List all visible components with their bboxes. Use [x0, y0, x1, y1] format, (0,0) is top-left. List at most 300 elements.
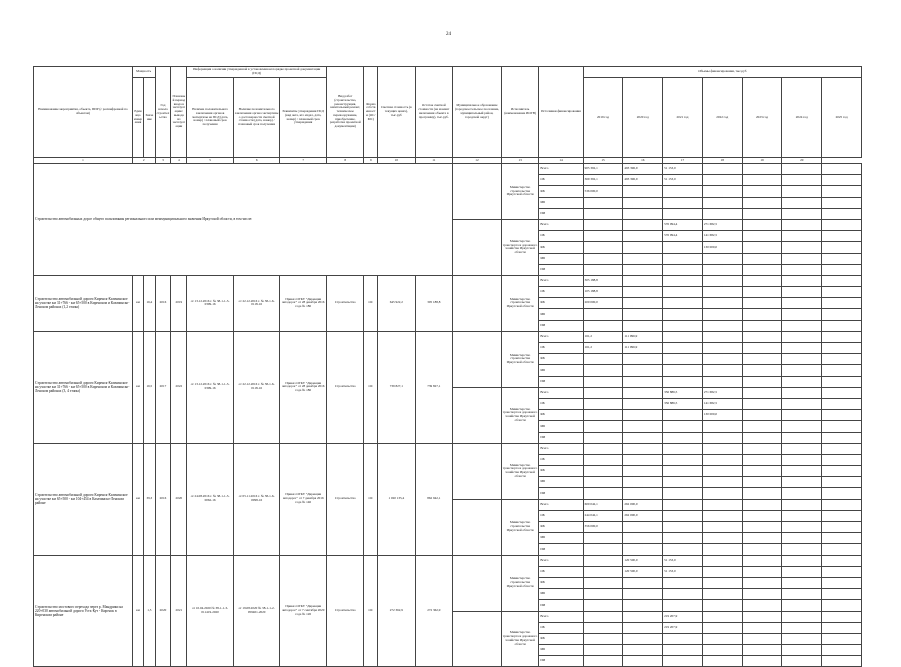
funding-amount-2020 — [623, 410, 663, 421]
estimated-cost: 645 922,2 — [378, 275, 415, 331]
col-number: 16 — [623, 158, 663, 164]
funding-amount-2021 — [663, 365, 703, 376]
funding-amount-2022 — [702, 320, 742, 331]
funding-amount-2019 — [583, 589, 623, 600]
funding-amount-2023 — [742, 645, 782, 656]
funding-amount-2025 — [822, 331, 862, 342]
funding-amount-2024 — [782, 354, 822, 365]
hdr-year-2025: 2025 год — [822, 78, 862, 158]
funding-amount-2021 — [663, 577, 703, 588]
funding-amount-2020 — [623, 421, 663, 432]
funding-amount-2020 — [623, 600, 663, 611]
funding-amount-2025 — [822, 600, 862, 611]
page-number: 24 — [446, 32, 451, 37]
funding-amount-2021 — [663, 376, 703, 387]
funding-source: ИИ — [539, 264, 583, 275]
funding-amount-2024 — [782, 533, 822, 544]
funding-amount-2023 — [742, 577, 782, 588]
funding-amount-2019 — [583, 533, 623, 544]
funding-amount-2025 — [822, 298, 862, 309]
funding-amount-2020 — [623, 253, 663, 264]
funding-amount-2019 — [583, 320, 623, 331]
hdr-year-2019: 2019 год — [583, 78, 623, 158]
funding-amount-2019 — [583, 544, 623, 555]
funding-amount-2020 — [623, 645, 663, 656]
hdr-approval-info: Информация о наличии утвержденной в установленном порядке проектной документации (ПСД) — [187, 67, 327, 78]
funding-amount-2025 — [822, 622, 862, 633]
municipality — [453, 164, 502, 220]
funding-amount-2024 — [782, 331, 822, 342]
hdr-year-2020: 2020 год — [623, 78, 663, 158]
funding-amount-2021 — [663, 343, 703, 354]
funding-amount-2019 — [583, 309, 623, 320]
funding-amount-2020 — [623, 522, 663, 533]
funding-amount-2021 — [663, 645, 703, 656]
funding-amount-2023 — [742, 208, 782, 219]
funding-amount-2022 — [702, 287, 742, 298]
start-year: 2016 — [155, 443, 171, 555]
funding-amount-2024 — [782, 522, 822, 533]
funding-amount-2024 — [782, 466, 822, 477]
funding-amount-2024 — [782, 555, 822, 566]
funding-amount-2020 — [623, 656, 663, 667]
hdr-unit: Единица измерения — [132, 78, 143, 158]
funding-amount-2023 — [742, 499, 782, 510]
funding-amount-2023 — [742, 275, 782, 286]
funding-amount-2019: 105 188,8 — [583, 287, 623, 298]
col-number: 20 — [782, 158, 822, 164]
municipality — [453, 387, 502, 443]
funding-amount-2020 — [623, 544, 663, 555]
ownership-form: ОС — [364, 331, 378, 443]
funding-amount-2020 — [623, 477, 663, 488]
funding-amount-2022: 130 000,0 — [702, 410, 742, 421]
funding-source: ИИ — [539, 432, 583, 443]
capacity-unit: км — [132, 555, 143, 667]
positive-conclusion: от 13.12.2016 г. № 38-1-1-3-0309-16 — [187, 331, 234, 443]
funding-amount-2022: 141 682,5 — [702, 231, 742, 242]
municipality — [453, 443, 502, 499]
funding-amount-2019 — [583, 421, 623, 432]
funding-source: Всего — [539, 331, 583, 342]
col-number: 3 — [155, 158, 171, 164]
funding-amount-2023 — [742, 510, 782, 521]
funding-amount-2024 — [782, 287, 822, 298]
funding-amount-2025 — [822, 454, 862, 465]
funding-amount-2023 — [742, 432, 782, 443]
funding-amount-2025 — [822, 466, 862, 477]
funding-amount-2023 — [742, 477, 782, 488]
funding-source: ОБ — [539, 454, 583, 465]
funding-amount-2024 — [782, 376, 822, 387]
hdr-value: Значение — [144, 78, 155, 158]
funding-source: Всего — [539, 219, 583, 230]
funding-amount-2023 — [742, 253, 782, 264]
funding-amount-2024 — [782, 398, 822, 409]
funding-amount-2022 — [702, 633, 742, 644]
funding-amount-2025 — [822, 365, 862, 376]
funding-amount-2020 — [623, 320, 663, 331]
funding-amount-2023 — [742, 387, 782, 398]
funding-amount-2023 — [742, 466, 782, 477]
funding-amount-2021 — [663, 477, 703, 488]
funding-amount-2021 — [663, 264, 703, 275]
funding-amount-2022 — [702, 443, 742, 454]
funding-source: МБ — [539, 197, 583, 208]
funding-amount-2025 — [822, 510, 862, 521]
funding-source: МБ — [539, 477, 583, 488]
funding-amount-2019 — [583, 410, 623, 421]
funding-amount-2019: 369 392,1 — [583, 175, 623, 186]
funding-amount-2024 — [782, 219, 822, 230]
funding-amount-2022: 271 682,5 — [702, 219, 742, 230]
positive-conclusion: от 10.04.2020 № 38-1-1-3-011419-2020 — [187, 555, 234, 667]
funding-amount-2022 — [702, 589, 742, 600]
funding-amount-2025 — [822, 577, 862, 588]
funding-amount-2025 — [822, 477, 862, 488]
funding-amount-2021 — [663, 600, 703, 611]
funding-amount-2021: 51 153,0 — [663, 555, 703, 566]
funding-amount-2024 — [782, 231, 822, 242]
funding-amount-2024 — [782, 577, 822, 588]
funding-amount-2025 — [822, 555, 862, 566]
funding-amount-2022 — [702, 622, 742, 633]
work-type: Строительство — [327, 275, 364, 331]
estimated-cost: 1 020 135,4 — [378, 443, 415, 555]
col-number: 17 — [663, 158, 703, 164]
start-year: 2016 — [155, 275, 171, 331]
funding-amount-2023 — [742, 231, 782, 242]
funding-amount-2019 — [583, 376, 623, 387]
funding-amount-2024 — [782, 309, 822, 320]
funding-source: ОБ — [539, 287, 583, 298]
funding-amount-2025 — [822, 186, 862, 197]
col-number: 11 — [415, 158, 452, 164]
funding-amount-2021 — [663, 488, 703, 499]
funding-amount-2025 — [822, 488, 862, 499]
funding-amount-2019 — [583, 197, 623, 208]
positive-conclusion: от 24.08.2016 г. № 38-1-1-3-0062-16 — [187, 443, 234, 555]
funding-amount-2024 — [782, 298, 822, 309]
funding-amount-2023 — [742, 398, 782, 409]
funding-amount-2022 — [702, 499, 742, 510]
municipality — [453, 611, 502, 667]
funding-amount-2022 — [702, 421, 742, 432]
estimate-conclusion: от 22.12.2016 г. № 38-1-6-0118-16 — [233, 275, 280, 331]
funding-source: ИИ — [539, 656, 583, 667]
funding-amount-2019 — [583, 208, 623, 219]
funding-amount-2022 — [702, 466, 742, 477]
funding-amount-2022 — [702, 309, 742, 320]
funding-amount-2024 — [782, 365, 822, 376]
funding-amount-2023 — [742, 410, 782, 421]
funding-source: ОБ — [539, 398, 583, 409]
funding-amount-2019 — [583, 577, 623, 588]
funding-amount-2021 — [663, 287, 703, 298]
funding-amount-2020 — [623, 219, 663, 230]
hdr-plan-period: Плановый период ввода в эксплуатацию/вывода из эксплуатации — [171, 67, 187, 158]
funding-amount-2022 — [702, 432, 742, 443]
funding-amount-2021 — [663, 253, 703, 264]
estimate-conclusion: от 19.08.2020 № 38-1-1-2-059401-2020 — [233, 555, 280, 667]
capacity-value: 1,5 — [144, 555, 155, 667]
funding-amount-2020 — [623, 589, 663, 600]
hdr-year-2023: 2023 год — [742, 78, 782, 158]
funding-amount-2021 — [663, 421, 703, 432]
funding-amount-2024 — [782, 488, 822, 499]
funding-amount-2025 — [822, 522, 862, 533]
table-row — [34, 275, 862, 286]
funding-amount-2020 — [623, 577, 663, 588]
funding-amount-2021 — [663, 197, 703, 208]
approval-requisites: Приказ ОГКУ "Дирекция автодорог" от 7 сентября 2020 года № 126 — [280, 555, 327, 667]
funding-source: ОБ — [539, 566, 583, 577]
executor: Министерство строительства Иркутской области — [501, 331, 538, 387]
funding-amount-2020: 493 396,9 — [623, 175, 663, 186]
funding-amount-2024 — [782, 343, 822, 354]
col-number: 19 — [742, 158, 782, 164]
funding-amount-2025 — [822, 275, 862, 286]
funding-amount-2025 — [822, 421, 862, 432]
funding-amount-2024 — [782, 443, 822, 454]
funding-amount-2024 — [782, 656, 822, 667]
funding-amount-2024 — [782, 454, 822, 465]
col-number: 14 — [539, 158, 583, 164]
funding-amount-2021: 51 153,0 — [663, 566, 703, 577]
funding-amount-2022 — [702, 611, 742, 622]
funding-amount-2019 — [583, 365, 623, 376]
table-row — [34, 164, 862, 175]
col-number: 9 — [364, 158, 378, 164]
funding-amount-2024 — [782, 410, 822, 421]
funding-amount-2023 — [742, 331, 782, 342]
funding-amount-2021 — [663, 242, 703, 253]
funding-amount-2021: 356 886,5 — [663, 387, 703, 398]
funding-amount-2021 — [663, 298, 703, 309]
funding-amount-2019 — [583, 242, 623, 253]
hdr-year-2024: 2024 год — [782, 78, 822, 158]
ownership-form: ОС — [364, 555, 378, 667]
funding-amount-2024 — [782, 186, 822, 197]
funding-amount-2019 — [583, 398, 623, 409]
hdr-ownership: Форма собственности (ОС/МС) — [364, 67, 378, 158]
funding-source: ИИ — [539, 544, 583, 555]
col-number: 1 — [34, 158, 133, 164]
funding-amount-2025 — [822, 443, 862, 454]
funding-amount-2022 — [702, 253, 742, 264]
funding-amount-2024 — [782, 477, 822, 488]
table-row — [34, 443, 862, 454]
funding-amount-2019 — [583, 354, 623, 365]
funding-amount-2025 — [822, 309, 862, 320]
approval-requisites: Приказ ОГКУ "Дирекция автодорог" от 7 декабря 2016 года № 146 — [280, 443, 327, 555]
funding-amount-2019 — [583, 264, 623, 275]
funding-amount-2020 — [623, 242, 663, 253]
hdr-municipality: Муниципальное образование (городское/сельское поселение, муниципальный район, городской округ) — [453, 67, 502, 158]
funding-amount-2020: 120 500,0 — [623, 566, 663, 577]
funding-amount-2022 — [702, 656, 742, 667]
funding-amount-2025 — [822, 611, 862, 622]
funding-amount-2021 — [663, 432, 703, 443]
remaining-cost: 739 827,1 — [415, 331, 452, 443]
funding-amount-2020 — [623, 376, 663, 387]
funding-amount-2019 — [583, 555, 623, 566]
funding-amount-2021: 219 207,9 — [663, 611, 703, 622]
hdr-year-2021: 2021 год — [663, 78, 703, 158]
remaining-cost: 862 942,1 — [415, 443, 452, 555]
funding-amount-2021 — [663, 522, 703, 533]
funding-amount-2025 — [822, 533, 862, 544]
funding-amount-2023 — [742, 522, 782, 533]
funding-amount-2022 — [702, 343, 742, 354]
funding-amount-2019 — [583, 611, 623, 622]
funding-amount-2025 — [822, 264, 862, 275]
funding-source: ИИ — [539, 488, 583, 499]
funding-amount-2025 — [822, 253, 862, 264]
funding-amount-2020 — [623, 186, 663, 197]
funding-amount-2025 — [822, 432, 862, 443]
funding-amount-2023 — [742, 555, 782, 566]
funding-amount-2025 — [822, 219, 862, 230]
funding-amount-2024 — [782, 242, 822, 253]
capacity-value: 16,4 — [144, 275, 155, 331]
funding-amount-2024 — [782, 253, 822, 264]
funding-amount-2019: 161,2 — [583, 331, 623, 342]
funding-amount-2019 — [583, 633, 623, 644]
positive-conclusion: от 13.12.2016 г. № 38-1-1-3-0309-16 — [187, 275, 234, 331]
funding-amount-2022 — [702, 488, 742, 499]
funding-amount-2021 — [663, 309, 703, 320]
funding-amount-2022: 130 000,0 — [702, 242, 742, 253]
funding-amount-2020: 111 096,9 — [623, 331, 663, 342]
funding-amount-2019 — [583, 443, 623, 454]
remaining-cost: 305 188,8 — [415, 275, 452, 331]
funding-amount-2021: 51 153,0 — [663, 164, 703, 175]
funding-source: МБ — [539, 253, 583, 264]
executor: Министерство строительства Иркутской области — [501, 275, 538, 331]
funding-amount-2022: 271 682,5 — [702, 387, 742, 398]
funding-amount-2021 — [663, 208, 703, 219]
funding-amount-2022 — [702, 533, 742, 544]
funding-source: ФБ — [539, 633, 583, 644]
funding-amount-2025 — [822, 544, 862, 555]
funding-amount-2020 — [623, 454, 663, 465]
hdr-capacity: Мощность — [132, 67, 155, 78]
funding-amount-2023 — [742, 600, 782, 611]
funding-amount-2023 — [742, 298, 782, 309]
funding-amount-2023 — [742, 175, 782, 186]
funding-amount-2022 — [702, 208, 742, 219]
funding-amount-2023 — [742, 611, 782, 622]
plan-period: 2019 — [171, 275, 187, 331]
funding-amount-2019 — [583, 454, 623, 465]
funding-amount-2019 — [583, 466, 623, 477]
funding-source: ОБ — [539, 622, 583, 633]
funding-amount-2023 — [742, 309, 782, 320]
funding-amount-2024 — [782, 589, 822, 600]
funding-amount-2023 — [742, 566, 782, 577]
funding-amount-2025 — [822, 645, 862, 656]
funding-source: ФБ — [539, 466, 583, 477]
funding-source: ФБ — [539, 242, 583, 253]
funding-source: МБ — [539, 645, 583, 656]
funding-amount-2019 — [583, 231, 623, 242]
funding-source: Всего — [539, 275, 583, 286]
funding-amount-2025 — [822, 287, 862, 298]
hdr-source: Источники финансирования — [539, 67, 583, 158]
municipality — [453, 275, 502, 331]
funding-amount-2020 — [623, 443, 663, 454]
executor: Министерство строительства Иркутской области — [501, 499, 538, 555]
col-number: 6 — [233, 158, 280, 164]
funding-amount-2025 — [822, 410, 862, 421]
funding-amount-2020: 120 500,0 — [623, 555, 663, 566]
funding-amount-2022 — [702, 354, 742, 365]
funding-amount-2019 — [583, 488, 623, 499]
funding-amount-2025 — [822, 398, 862, 409]
funding-amount-2023 — [742, 533, 782, 544]
funding-amount-2024 — [782, 432, 822, 443]
funding-amount-2020 — [623, 287, 663, 298]
funding-amount-2020: 262 000,0 — [623, 510, 663, 521]
funding-amount-2022 — [702, 522, 742, 533]
funding-amount-2022 — [702, 365, 742, 376]
funding-amount-2021: 356 886,5 — [663, 398, 703, 409]
col-number: 13 — [501, 158, 538, 164]
funding-amount-2024 — [782, 622, 822, 633]
funding-amount-2023 — [742, 264, 782, 275]
funding-amount-2025 — [822, 164, 862, 175]
funding-amount-2024 — [782, 197, 822, 208]
hdr-start-year: Год начала строительства — [155, 67, 171, 158]
funding-amount-2025 — [822, 354, 862, 365]
ownership-form: ОС — [364, 275, 378, 331]
funding-amount-2020 — [623, 398, 663, 409]
funding-amount-2023 — [742, 589, 782, 600]
funding-amount-2025 — [822, 376, 862, 387]
funding-amount-2021 — [663, 656, 703, 667]
funding-source: ФБ — [539, 522, 583, 533]
funding-amount-2023 — [742, 544, 782, 555]
funding-amount-2023 — [742, 219, 782, 230]
funding-amount-2023 — [742, 633, 782, 644]
estimated-cost: 739 827,1 — [378, 331, 415, 443]
funding-source: ФБ — [539, 298, 583, 309]
funding-amount-2024 — [782, 175, 822, 186]
executor: Министерство транспорта и дорожного хозяйства Иркутской области — [501, 387, 538, 443]
hdr-year-2022: 2022 год — [702, 78, 742, 158]
funding-amount-2019 — [583, 253, 623, 264]
object-name: Строительство автомобильных дорог общего пользования регионального или межмуниципального значения Иркутской области, в том числе: — [34, 164, 453, 276]
hdr-name: Наименование мероприятия, объекта, ПИР (с расшифровкой по объектам) — [34, 67, 133, 158]
funding-amount-2023 — [742, 365, 782, 376]
funding-source: МБ — [539, 421, 583, 432]
funding-amount-2020 — [623, 466, 663, 477]
col-number: 10 — [378, 158, 415, 164]
funding-amount-2023 — [742, 354, 782, 365]
funding-amount-2021 — [663, 544, 703, 555]
funding-source: ФБ — [539, 354, 583, 365]
col-number: 12 — [453, 158, 502, 164]
funding-amount-2025 — [822, 197, 862, 208]
funding-amount-2020 — [623, 264, 663, 275]
funding-amount-2021 — [663, 589, 703, 600]
hdr-positive-conclusion: Наличие положительного заключения органов экспертизы на ПСД (дата, номер) / плановый срок получения — [187, 78, 234, 158]
funding-amount-2022 — [702, 454, 742, 465]
funding-amount-2023 — [742, 320, 782, 331]
funding-amount-2023 — [742, 343, 782, 354]
funding-amount-2019 — [583, 622, 623, 633]
